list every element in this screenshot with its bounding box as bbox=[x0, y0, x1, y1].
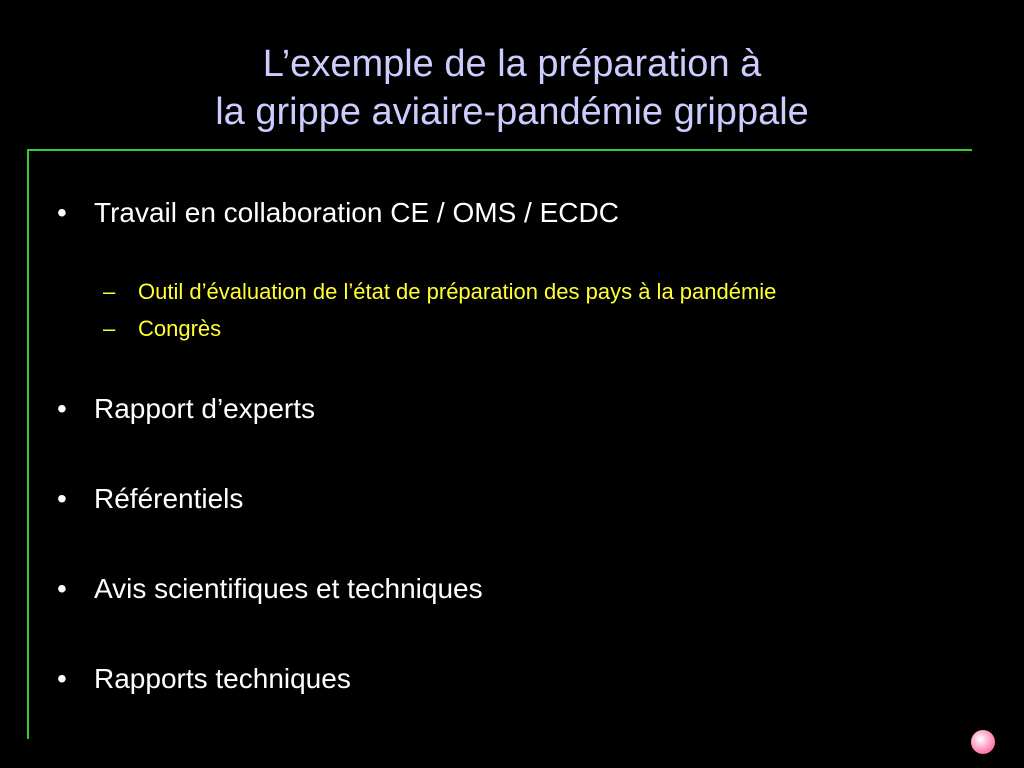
bullet-text: Travail en collaboration CE / OMS / ECDC bbox=[94, 197, 619, 228]
title-underline-rule bbox=[27, 149, 972, 151]
pink-orb-icon[interactable] bbox=[971, 730, 995, 754]
bullet-text: Avis scientifiques et techniques bbox=[94, 573, 483, 604]
bullet-dot: • bbox=[57, 393, 67, 424]
subitem-text: Outil d’évaluation de l’état de préparation des pays à la pandémie bbox=[138, 279, 777, 304]
title-line-1: L’exemple de la préparation à bbox=[262, 43, 762, 85]
bullet-dot: • bbox=[57, 663, 67, 694]
bullet-dot: • bbox=[57, 197, 67, 228]
bullet-text: Référentiels bbox=[94, 483, 244, 514]
slide-title bbox=[0, 40, 1024, 136]
bullet-text: Rapports techniques bbox=[94, 663, 351, 694]
subitem-text: Congrès bbox=[138, 316, 222, 341]
bullet-dot: • bbox=[57, 483, 67, 514]
bullet-text: Rapport d’experts bbox=[94, 393, 316, 424]
bullet-dot: • bbox=[57, 573, 67, 604]
subitem-dash: – bbox=[103, 279, 116, 304]
left-vertical-rule bbox=[27, 149, 29, 739]
title-line-2: la grippe aviaire-pandémie grippale bbox=[215, 91, 809, 133]
subitem-dash: – bbox=[103, 316, 116, 341]
